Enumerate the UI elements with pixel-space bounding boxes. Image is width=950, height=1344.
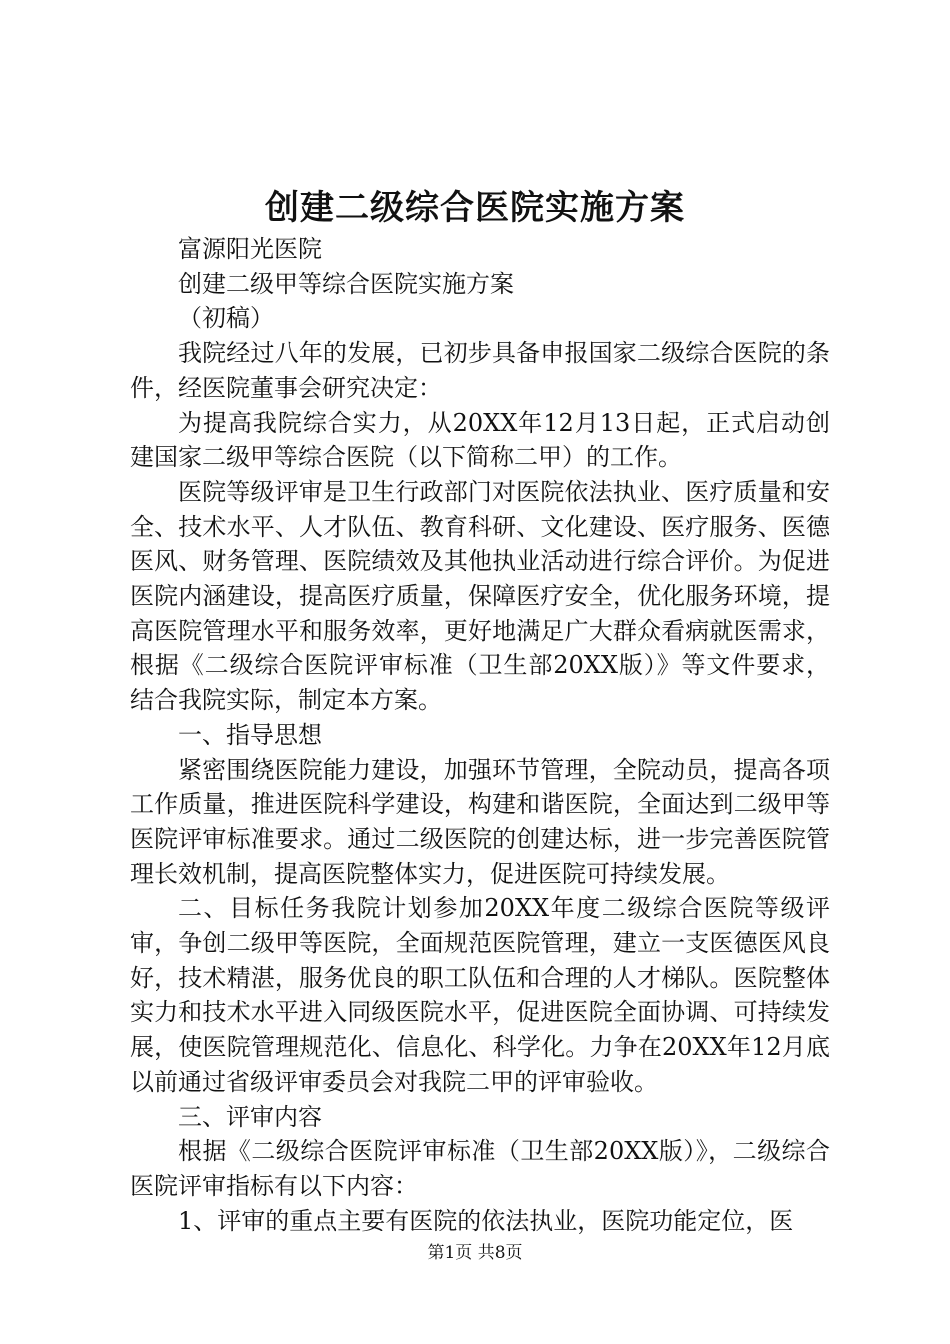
document-title: 创建二级综合医院实施方案 (265, 188, 685, 228)
body-paragraph: 1、评审的重点主要有医院的依法执业，医院功能定位，医 (178, 1206, 794, 1235)
section-heading: 一、指导思想 (178, 720, 322, 749)
section-heading: 三、评审内容 (178, 1102, 322, 1131)
document-body (130, 232, 830, 1238)
body-paragraph: 根据《二级综合医院评审标准（卫生部20XX版）》，二级综合医院评审指标有以下内容： (130, 1137, 830, 1200)
body-paragraph: 医院等级评审是卫生行政部门对医院依法执业、医疗质量和安全、技术水平、人才队伍、教育科研、文化建设、医疗服务、医德医风、财务管理、医院绩效及其他执业活动进行综合评价。为促进医院内涵建设，提高医疗质量，保障医疗安全，优化服务环境，提高医院管理水平和服务效率，更好地满足广大群众看病就医需求，根据《二级综合医院评审标准（卫生部20XX版）》等文件要求，结合我院实际，制定本方案。 (130, 477, 830, 715)
body-paragraph: 二、目标任务我院计划参加20XX年度二级综合医院等级评审，争创二级甲等医院，全面规范医院管理，建立一支医德医风良好，技术精湛，服务优良的职工队伍和合理的人才梯队。医院整体实力和技术水平进入同级医院水平，促进医院全面协调、可持续发展，使医院管理规范化、信息化、科学化。力争在20XX年12月底以前通过省级评审委员会对我院二甲的评审验收。 (130, 894, 830, 1096)
draft-note: （初稿） (178, 304, 274, 333)
page-number-footer: 第1页 共8页 (427, 1243, 523, 1263)
body-paragraph: 为提高我院综合实力，从20XX年12月13日起，正式启动创建国家二级甲等综合医院（以下简称二甲）的工作。 (130, 408, 830, 472)
body-paragraph: 紧密围绕医院能力建设，加强环节管理，全院动员，提高各项工作质量，推进医院科学建设，构建和谐医院，全面达到二级甲等医院评审标准要求。通过二级医院的创建达标，进一步完善医院管理长效机制，提高医院整体实力，促进医院可持续发展。 (130, 755, 830, 888)
body-paragraph: 我院经过八年的发展，已初步具备申报国家二级综合医院的条件，经医院董事会研究决定： (130, 339, 830, 402)
hospital-name: 富源阳光医院 (178, 235, 322, 263)
plan-subtitle: 创建二级甲等综合医院实施方案 (178, 269, 514, 298)
